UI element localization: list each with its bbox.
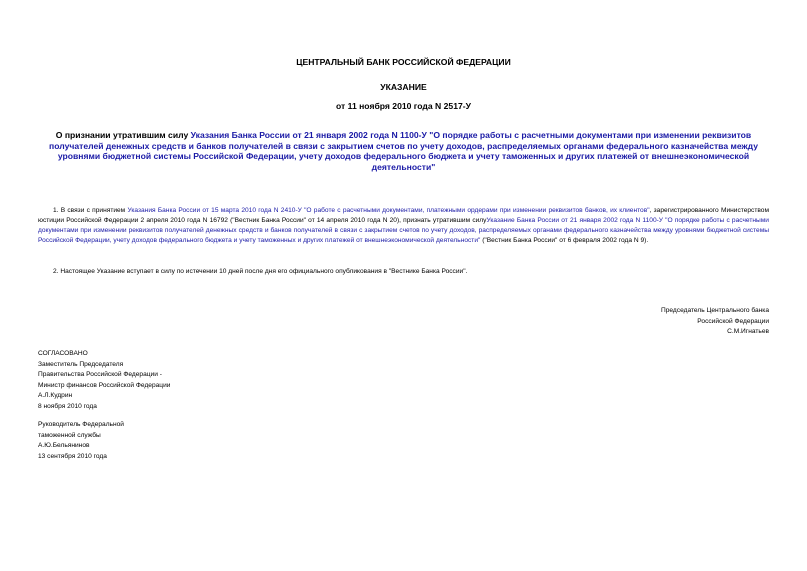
title-reference-link[interactable]: Указания Банка России от 21 января 2002 года N 1100-У "О порядке работы с расчетными документами при изменении реквизитов получателей денежных средств и банков получателей в связи с закрытием счетов по учету доходов, распределяемых органами федерального казначейства между уровнями бюджетной системы Российской Федерации, учету доходов федерального бюджета и учету таможенных и других платежей от внешнеэкономической деятельности" xyxy=(49,130,758,172)
document-date-heading: от 11 ноября 2010 года N 2517-У xyxy=(336,101,471,111)
agreed-line: Правительства Российской Федерации - xyxy=(38,371,162,379)
customs-line: А.Ю.Бельянинов xyxy=(38,442,90,450)
agreed-line: 8 ноября 2010 года xyxy=(38,402,97,410)
customs-line: таможенной службы xyxy=(38,431,101,439)
paragraph-2 xyxy=(38,267,769,277)
issuer-heading: ЦЕНТРАЛЬНЫЙ БАНК РОССИЙСКОЙ ФЕДЕРАЦИИ xyxy=(296,57,511,67)
title-prefix: О признании утратившим силу xyxy=(55,130,191,140)
customs-line: 13 сентября 2010 года xyxy=(38,452,107,460)
signature-block xyxy=(569,306,769,338)
agreed-line: А.Л.Кудрин xyxy=(38,392,73,400)
paragraph-1-text-a: 1. В связи с принятием xyxy=(53,207,128,214)
reference-link-1100u[interactable]: Указание Банка России от 21 января 2002 года N 1100-У "О порядке работы с расчетными документами при изменении реквизитов получателей денежных средств и банков получателей в связи с закрытием счетов по учету доходов, распределяемых органами федерального казначейства между уровнями бюджетной системы Российской Федерации, учету доходов федерального бюджета и учету таможенных и других платежей от внешнеэкономической деятельности" xyxy=(38,217,769,244)
signature-line: Российской Федерации xyxy=(697,317,769,325)
customs-agreement-block xyxy=(38,420,298,462)
signature-line: С.М.Игнатьев xyxy=(727,328,769,335)
paragraph-1 xyxy=(38,206,769,246)
paragraph-1-text-c: ("Вестник Банка России" от 6 февраля 2002 года N 9). xyxy=(480,237,649,244)
agreed-line: Министр финансов Российской Федерации xyxy=(38,381,171,389)
document-type-heading: УКАЗАНИЕ xyxy=(380,82,427,92)
customs-line: Руководитель Федеральной xyxy=(38,421,124,428)
agreed-line: Заместитель Председателя xyxy=(38,360,124,368)
document-title xyxy=(38,130,769,172)
paragraph-2-text: 2. Настоящее Указание вступает в силу по истечении 10 дней после дня его официального опубликования в "Вестнике Банка России". xyxy=(53,268,468,275)
agreed-line: СОГЛАСОВАНО xyxy=(38,350,88,357)
paragraph-1-text-b: , зарегистрированного Министерством юстиции Российской Федерации 2 апреля 2010 года N 16792 ("Вестник Банка России" от 14 апреля 2010 года N 20), признать утратившим силу xyxy=(38,207,769,224)
signature-line: Председатель Центрального банка xyxy=(661,307,769,314)
reference-link-2410u[interactable]: Указания Банка России от 15 марта 2010 года N 2410-У "О работе с расчетными документами, платежными ордерами при изменении реквизитов банков, их клиентов" xyxy=(127,207,650,214)
agreed-block xyxy=(38,349,298,413)
